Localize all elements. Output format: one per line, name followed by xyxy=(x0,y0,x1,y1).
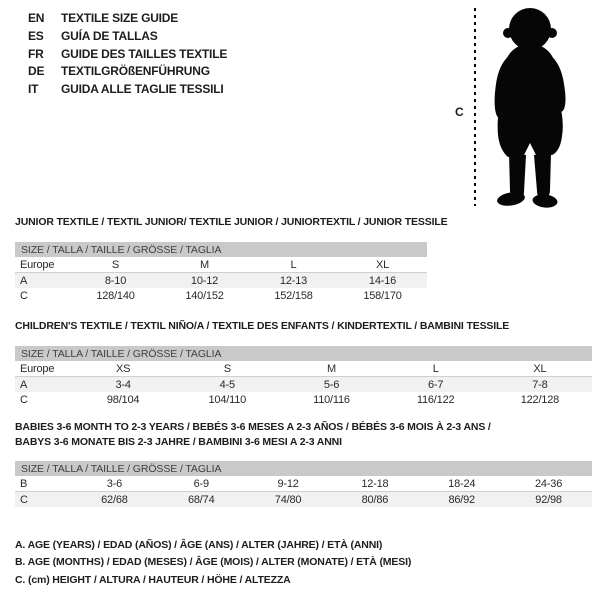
language-code: IT xyxy=(28,82,39,97)
value-cell: 3-6 xyxy=(71,476,158,492)
size-table-head xyxy=(15,461,592,476)
value-cell: 158/170 xyxy=(363,289,402,302)
value-cell: S xyxy=(71,257,160,273)
value-cell: 6-7 xyxy=(384,377,488,393)
value-cell: 74/80 xyxy=(245,492,332,508)
row-label-cell: A xyxy=(15,273,71,289)
value-cell: 3-4 xyxy=(71,377,175,393)
language-label: GUIDE DES TAILLES TEXTILE xyxy=(61,46,228,61)
row-label-cell: A xyxy=(15,377,71,393)
table-row xyxy=(15,476,592,492)
value-cell: 116/122 xyxy=(416,393,455,406)
section-title-line: BABIES 3-6 MONTH TO 2-3 YEARS / BEBÉS 3-6 MESES A 2-3 AÑOS / BÉBÉS 3-6 MOIS À 2-3 ANS / xyxy=(15,421,491,433)
language-row xyxy=(28,46,227,64)
size-table-body xyxy=(15,361,592,407)
value-cell: 9-12 xyxy=(245,476,332,492)
table-row xyxy=(15,392,592,407)
value-cell: XS xyxy=(71,361,175,377)
value-cell: 14-16 xyxy=(338,273,427,289)
size-table-body xyxy=(15,476,592,507)
table-row xyxy=(15,288,427,303)
value-cell: L xyxy=(249,257,338,273)
language-row xyxy=(28,81,227,99)
legend-line: C. (cm) HEIGHT / ALTURA / HAUTEUR / HÖHE / ALTEZZA xyxy=(15,573,291,586)
row-label-cell: Europe xyxy=(15,257,71,273)
size-table-body xyxy=(15,257,427,303)
size-table-section-1 xyxy=(15,216,592,303)
row-label-cell: C xyxy=(15,492,71,508)
value-cell: 18-24 xyxy=(418,476,505,492)
value-cell: 7-8 xyxy=(488,377,592,393)
legend-line: A. AGE (YEARS) / EDAD (AÑOS) / ÂGE (ANS) / ALTER (JAHRE) / ETÀ (ANNI) xyxy=(15,539,383,551)
value-cell: 12-18 xyxy=(331,476,418,492)
value-cell: 152/158 xyxy=(274,289,313,302)
value-cell: 8-10 xyxy=(71,273,160,289)
table-row xyxy=(15,257,427,273)
language-label: TEXTILGRÖßENFÜHRUNG xyxy=(61,64,210,79)
value-cell: 110/116 xyxy=(313,393,350,406)
size-table xyxy=(15,346,592,407)
section-title-line: BABYS 3-6 MONATE BIS 2-3 JAHRE / BAMBINI 3-6 MESI A 2-3 ANNI xyxy=(15,436,342,448)
language-code: FR xyxy=(28,46,44,61)
section-title xyxy=(15,216,592,228)
row-label-cell: C xyxy=(20,393,28,406)
value-cell: 104/110 xyxy=(208,393,247,406)
toddler-silhouette-image xyxy=(483,6,575,208)
value-cell: 98/104 xyxy=(106,393,140,406)
table-header-row xyxy=(15,346,592,361)
value-cell: M xyxy=(279,361,383,377)
table-row xyxy=(15,273,427,289)
section-title xyxy=(15,320,592,332)
table-row xyxy=(15,492,592,508)
row-label-cell: C xyxy=(20,289,28,302)
value-cell: 6-9 xyxy=(158,476,245,492)
row-label-cell: B xyxy=(15,476,71,492)
value-cell: 24-36 xyxy=(505,476,592,492)
language-label: GUIDA ALLE TAGLIE TESSILI xyxy=(61,82,224,97)
language-code: DE xyxy=(28,64,45,79)
language-label: GUÍA DE TALLAS xyxy=(61,28,158,43)
language-list xyxy=(28,10,227,99)
row-label-cell: Europe xyxy=(15,361,71,377)
table-header-row xyxy=(15,461,592,476)
value-cell: S xyxy=(175,361,279,377)
language-label: TEXTILE SIZE GUIDE xyxy=(61,11,179,25)
size-table-head xyxy=(15,346,592,361)
value-cell: 122/128 xyxy=(520,393,560,406)
section-title xyxy=(15,420,592,450)
legend-line: B. AGE (MONTHS) / EDAD (MESES) / ÂGE (MOIS) / ALTER (MONATE) / ETÀ (MESI) xyxy=(15,556,412,569)
value-cell: 80/86 xyxy=(331,492,418,508)
value-cell: 140/152 xyxy=(185,289,224,302)
table-row xyxy=(15,361,592,377)
size-table-section-2 xyxy=(15,320,592,407)
value-cell: 4-5 xyxy=(175,377,279,393)
value-cell: XL xyxy=(338,257,427,273)
value-cell: 62/68 xyxy=(71,492,158,508)
size-table xyxy=(15,461,592,507)
value-cell: 86/92 xyxy=(418,492,505,508)
value-cell: 10-12 xyxy=(160,273,249,289)
height-marker-label: C xyxy=(455,105,464,119)
table-header-cell: SIZE / TALLA / TAILLE / GRÖSSE / TAGLIA xyxy=(15,242,427,257)
toddler-silhouette-shape xyxy=(495,8,566,208)
section-title-line: CHILDREN'S TEXTILE / TEXTIL NIÑO/A / TEXTILE DES ENFANTS / KINDERTEXTIL / BAMBINI TESSILE xyxy=(15,320,510,332)
value-cell: 92/98 xyxy=(505,492,592,508)
table-header-row xyxy=(15,242,427,257)
value-cell: L xyxy=(384,361,488,377)
height-dashed-line xyxy=(474,8,476,206)
table-header-cell: SIZE / TALLA / TAILLE / GRÖSSE / TAGLIA xyxy=(15,346,592,361)
value-cell: M xyxy=(160,257,249,273)
language-code: ES xyxy=(28,28,44,43)
table-row xyxy=(15,377,592,393)
language-row xyxy=(28,28,227,46)
value-cell: 128/140 xyxy=(96,289,135,302)
language-row xyxy=(28,63,227,81)
language-row xyxy=(28,10,227,28)
value-cell: 5-6 xyxy=(279,377,383,393)
legend xyxy=(15,537,411,589)
size-table-head xyxy=(15,242,427,257)
value-cell: XL xyxy=(488,361,592,377)
value-cell: 68/74 xyxy=(158,492,245,508)
size-table xyxy=(15,242,427,303)
value-cell: 12-13 xyxy=(249,273,338,289)
section-title-line: JUNIOR TEXTILE / TEXTIL JUNIOR/ TEXTILE JUNIOR / JUNIORTEXTIL / JUNIOR TESSILE xyxy=(15,216,448,228)
size-table-section-3 xyxy=(15,420,592,507)
table-header-cell: SIZE / TALLA / TAILLE / GRÖSSE / TAGLIA xyxy=(15,461,592,476)
language-code: EN xyxy=(28,11,45,25)
